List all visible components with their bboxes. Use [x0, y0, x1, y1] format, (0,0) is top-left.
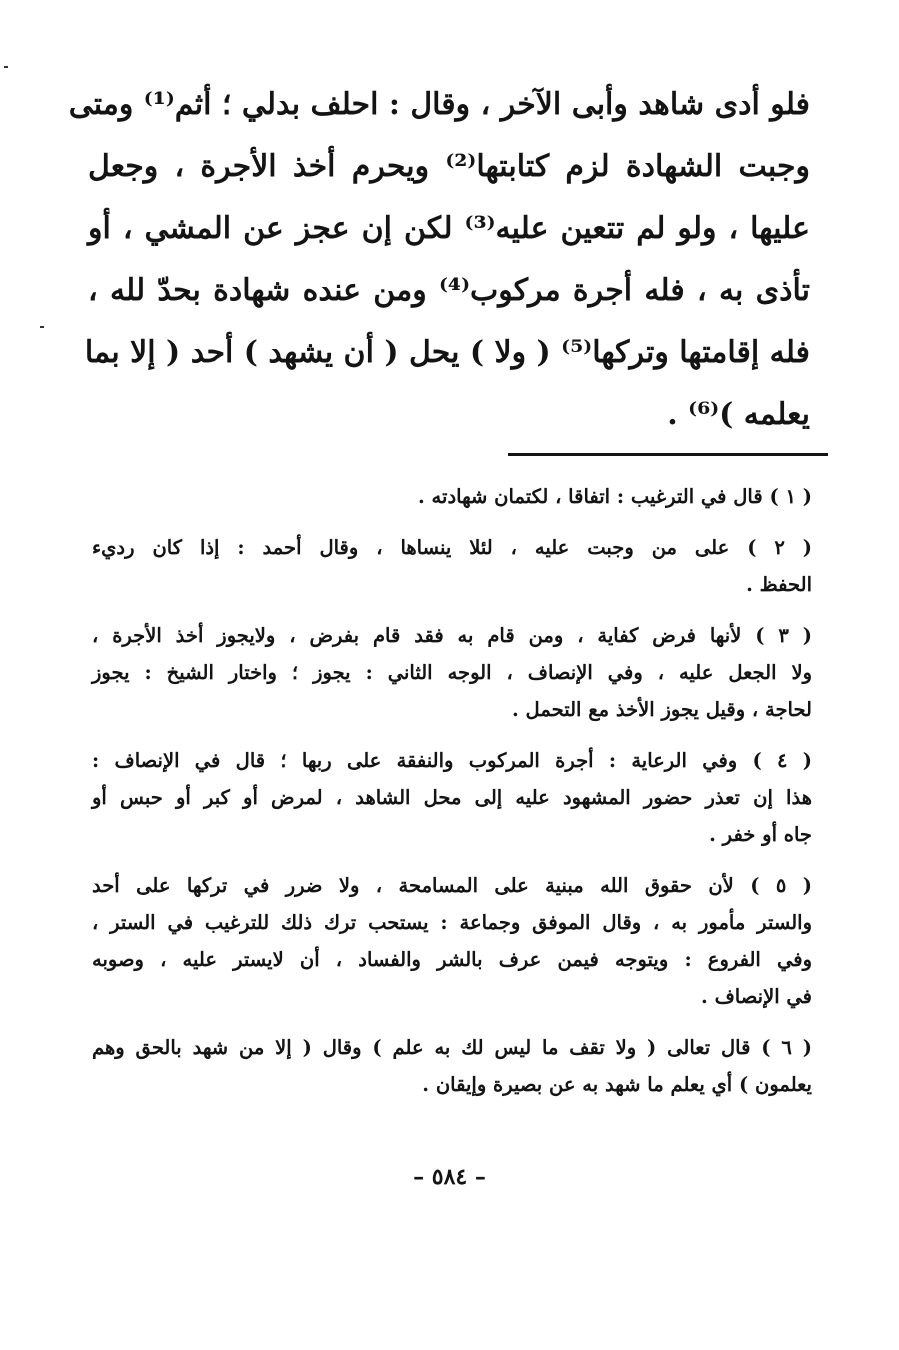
scan-speck: [4, 66, 8, 68]
main-text-line: تأذى به ، فله أجرة مركوب⁽⁴⁾ ومن عنده شهادة بحدّ لله ،: [88, 273, 810, 308]
footnote-line: ( ١ ) قال في الترغيب : اتفاقا ، لكتمان شهادته .: [417, 485, 812, 508]
footnote-line: ( ٣ ) لأنها فرض كفاية ، ومن قام به فقد قام بفرض ، ولايجوز أخذ الأجرة ،: [92, 624, 812, 647]
footnote-line: ( ٥ ) لأن حقوق الله مبنية على المسامحة ، ولا ضرر في تركها على أحد: [92, 874, 813, 897]
main-text-line: وجبت الشهادة لزم كتابتها⁽²⁾ ويحرم أخذ الأجرة ، وجعل: [88, 149, 811, 184]
footnote-4: [92, 742, 812, 853]
footnote-line: ( ٤ ) وفي الرعاية : أجرة المركوب والنفقة على ربها ؛ قال في الإنصاف :: [92, 749, 812, 772]
footnote-divider: [508, 453, 828, 456]
footnote-line: وفي الفروع : ويتوجه فيمن عرف بالشر والفساد ، أن لايستر عليه ، وصوبه: [92, 948, 812, 971]
footnote-line: في الإنصاف .: [701, 985, 812, 1008]
footnote-5: [92, 867, 812, 1015]
footnote-1: [92, 478, 812, 515]
main-text-line: يعلمه )⁽⁶⁾ .: [667, 397, 810, 432]
main-text-line: فله إقامتها وتركها⁽⁵⁾ ( ولا ) يحل ( أن يشهد ) أحد ( إلا بما: [84, 335, 810, 370]
footnote-2: [92, 529, 812, 603]
main-text-line: فلو أدى شاهد وأبى الآخر ، وقال : احلف بدلي ؛ أثم⁽¹⁾ ومتى: [68, 87, 810, 122]
footnote-line: ( ٦ ) قال تعالى ( ولا تقف ما ليس لك به علم ) وقال ( إلا من شهد بالحق وهم: [92, 1036, 812, 1059]
footnote-3: [92, 617, 812, 728]
footnote-line: هذا إن تعذر حضور المشهود عليه إلى محل الشاهد ، لمرض أو كبر أو حبس أو: [92, 786, 812, 809]
footnote-line: يعلمون ) أي يعلم ما شهد به عن بصيرة وإيقان .: [422, 1073, 812, 1096]
footnote-line: ( ٢ ) على من وجبت عليه ، لئلا ينساها ، وقال أحمد : إذا كان رديء: [92, 536, 813, 559]
scan-speck: [40, 326, 44, 328]
footnote-line: ولا الجعل عليه ، وفي الإنصاف ، الوجه الثاني : يجوز ؛ واختار الشيخ : يجوز: [92, 661, 812, 684]
main-text-line: عليها ، ولو لم تتعين عليه⁽³⁾ لكن إن عجز عن المشي ، أو: [88, 211, 810, 246]
page-number: – ٥٨٤ –: [413, 1164, 486, 1190]
footnote-line: والستر مأمور به ، وقال الموفق وجماعة : يستحب ترك ذلك للترغيب في الستر ،: [92, 911, 812, 934]
footnotes: [92, 478, 812, 1117]
footnote-line: جاه أو خفر .: [709, 823, 812, 846]
footnote-line: الحفظ .: [746, 573, 812, 596]
footnote-line: لحاجة ، وقيل يجوز الأخذ مع التحمل .: [511, 698, 812, 721]
footnote-6: [92, 1029, 812, 1103]
main-text: [68, 74, 811, 446]
